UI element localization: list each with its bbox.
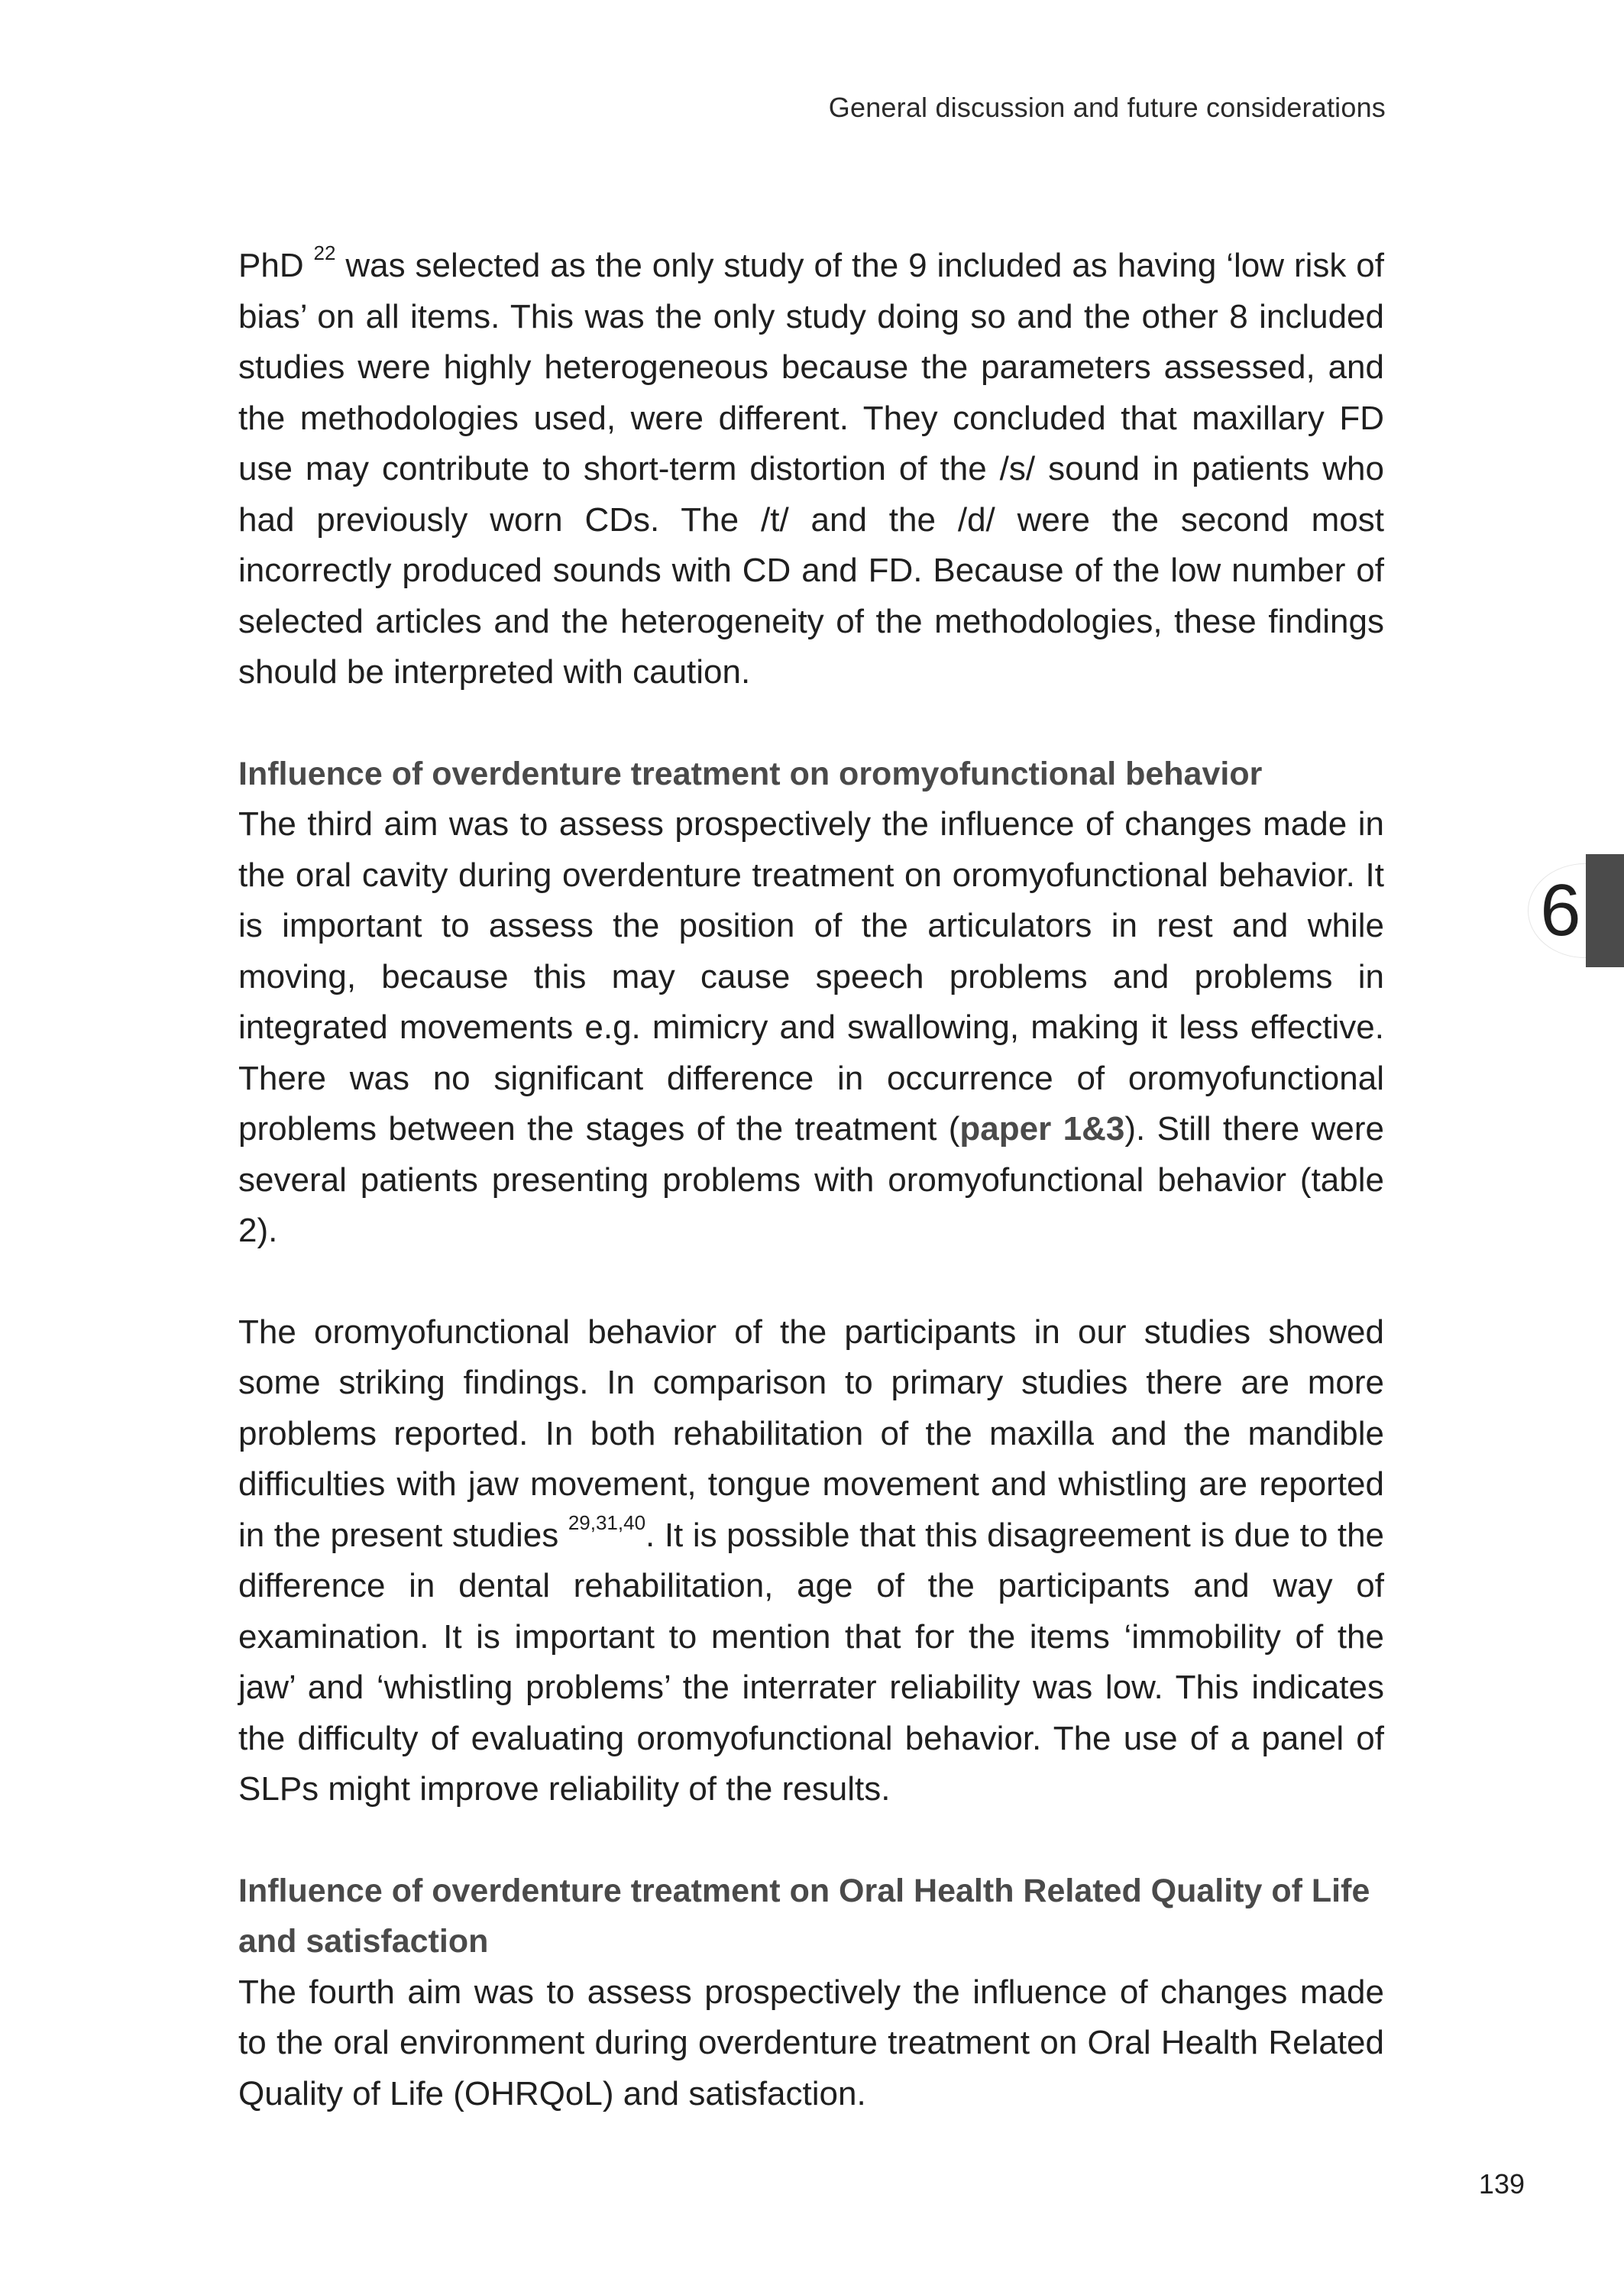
paragraph-gap [238, 1257, 1384, 1307]
section-heading-ohrqol: Influence of overdenture treatment on Oral Health Related Quality of Life and satisfaction [238, 1872, 1370, 1960]
paragraph-text: The oromyofunctional behavior of the participants in our studies showed some striking findings. In comparison to primary studies there are more problems reported. In both rehabilitation of the maxilla and the mandible difficulties with jaw movement, tongue movement and whistling are reported in the present studies [238, 1313, 1384, 1554]
paper-reference: paper 1&3 [959, 1110, 1125, 1148]
paragraph-striking-findings [238, 1307, 1384, 1815]
citation-superscript: 29,31,40 [568, 1510, 646, 1534]
paragraph-text: The third aim was to assess prospectively the influence of changes made in the oral cavity during overdenture treatment on oromyofunctional behavior. It is important to assess the position of the articulators in rest and while moving, because this may cause speech problems and problems in integrated movements e.g. mimicry and swallowing, making it less effective. There was no significant difference in occurrence of oromyofunctional problems between the stages of the treatment ( [238, 805, 1384, 1148]
section-heading-oromyofunctional: Influence of overdenture treatment on oromyofunctional behavior [238, 755, 1263, 792]
paragraph-phd-study [238, 241, 1384, 698]
paragraph-gap [238, 698, 1384, 749]
paragraph-third-aim [238, 799, 1384, 1257]
citation-superscript: 22 [313, 241, 336, 264]
running-header: General discussion and future considerations [828, 92, 1386, 123]
paragraph-fourth-aim: The fourth aim was to assess prospectively the influence of changes made to the oral environment during overdenture treatment on Oral Health Related Quality of Life (OHRQoL) and satisfaction. [238, 1973, 1384, 2112]
paragraph-text: was selected as the only study of the 9 included as having ‘low risk of bias’ on all items. This was the only study doing so and the other 8 included studies were highly heterogeneous because the parameters assessed, and the methodologies used, were different. They concluded that maxillary FD use may contribute to short-term distortion of the /s/ sound in patients who had previously worn CDs. The /t/ and the /d/ were the second most incorrectly produced sounds with CD and FD. Because of the low number of selected articles and the heterogeneity of the methodologies, these findings should be interpreted with caution. [238, 247, 1384, 691]
chapter-thumb-tab [1586, 854, 1624, 967]
paragraph-gap [238, 1815, 1384, 1866]
paragraph-text: PhD [238, 247, 314, 284]
paragraph-text: ). Still there were several patients presenting problems with oromyofunctional behavior (table 2). [238, 1110, 1384, 1249]
body-text [238, 241, 1384, 2119]
paragraph-text: . It is possible that this disagreement is due to the difference in dental rehabilitation, age of the participants and way of examination. It is important to mention that for the items ‘immobility of the jaw’ and ‘whistling problems’ the interrater reliability was low. This indicates the difficulty of evaluating oromyofunctional behavior. The use of a panel of SLPs might improve reliability of the results. [238, 1516, 1385, 1808]
chapter-number: 6 [1540, 869, 1581, 951]
page-number: 139 [1478, 2168, 1525, 2200]
